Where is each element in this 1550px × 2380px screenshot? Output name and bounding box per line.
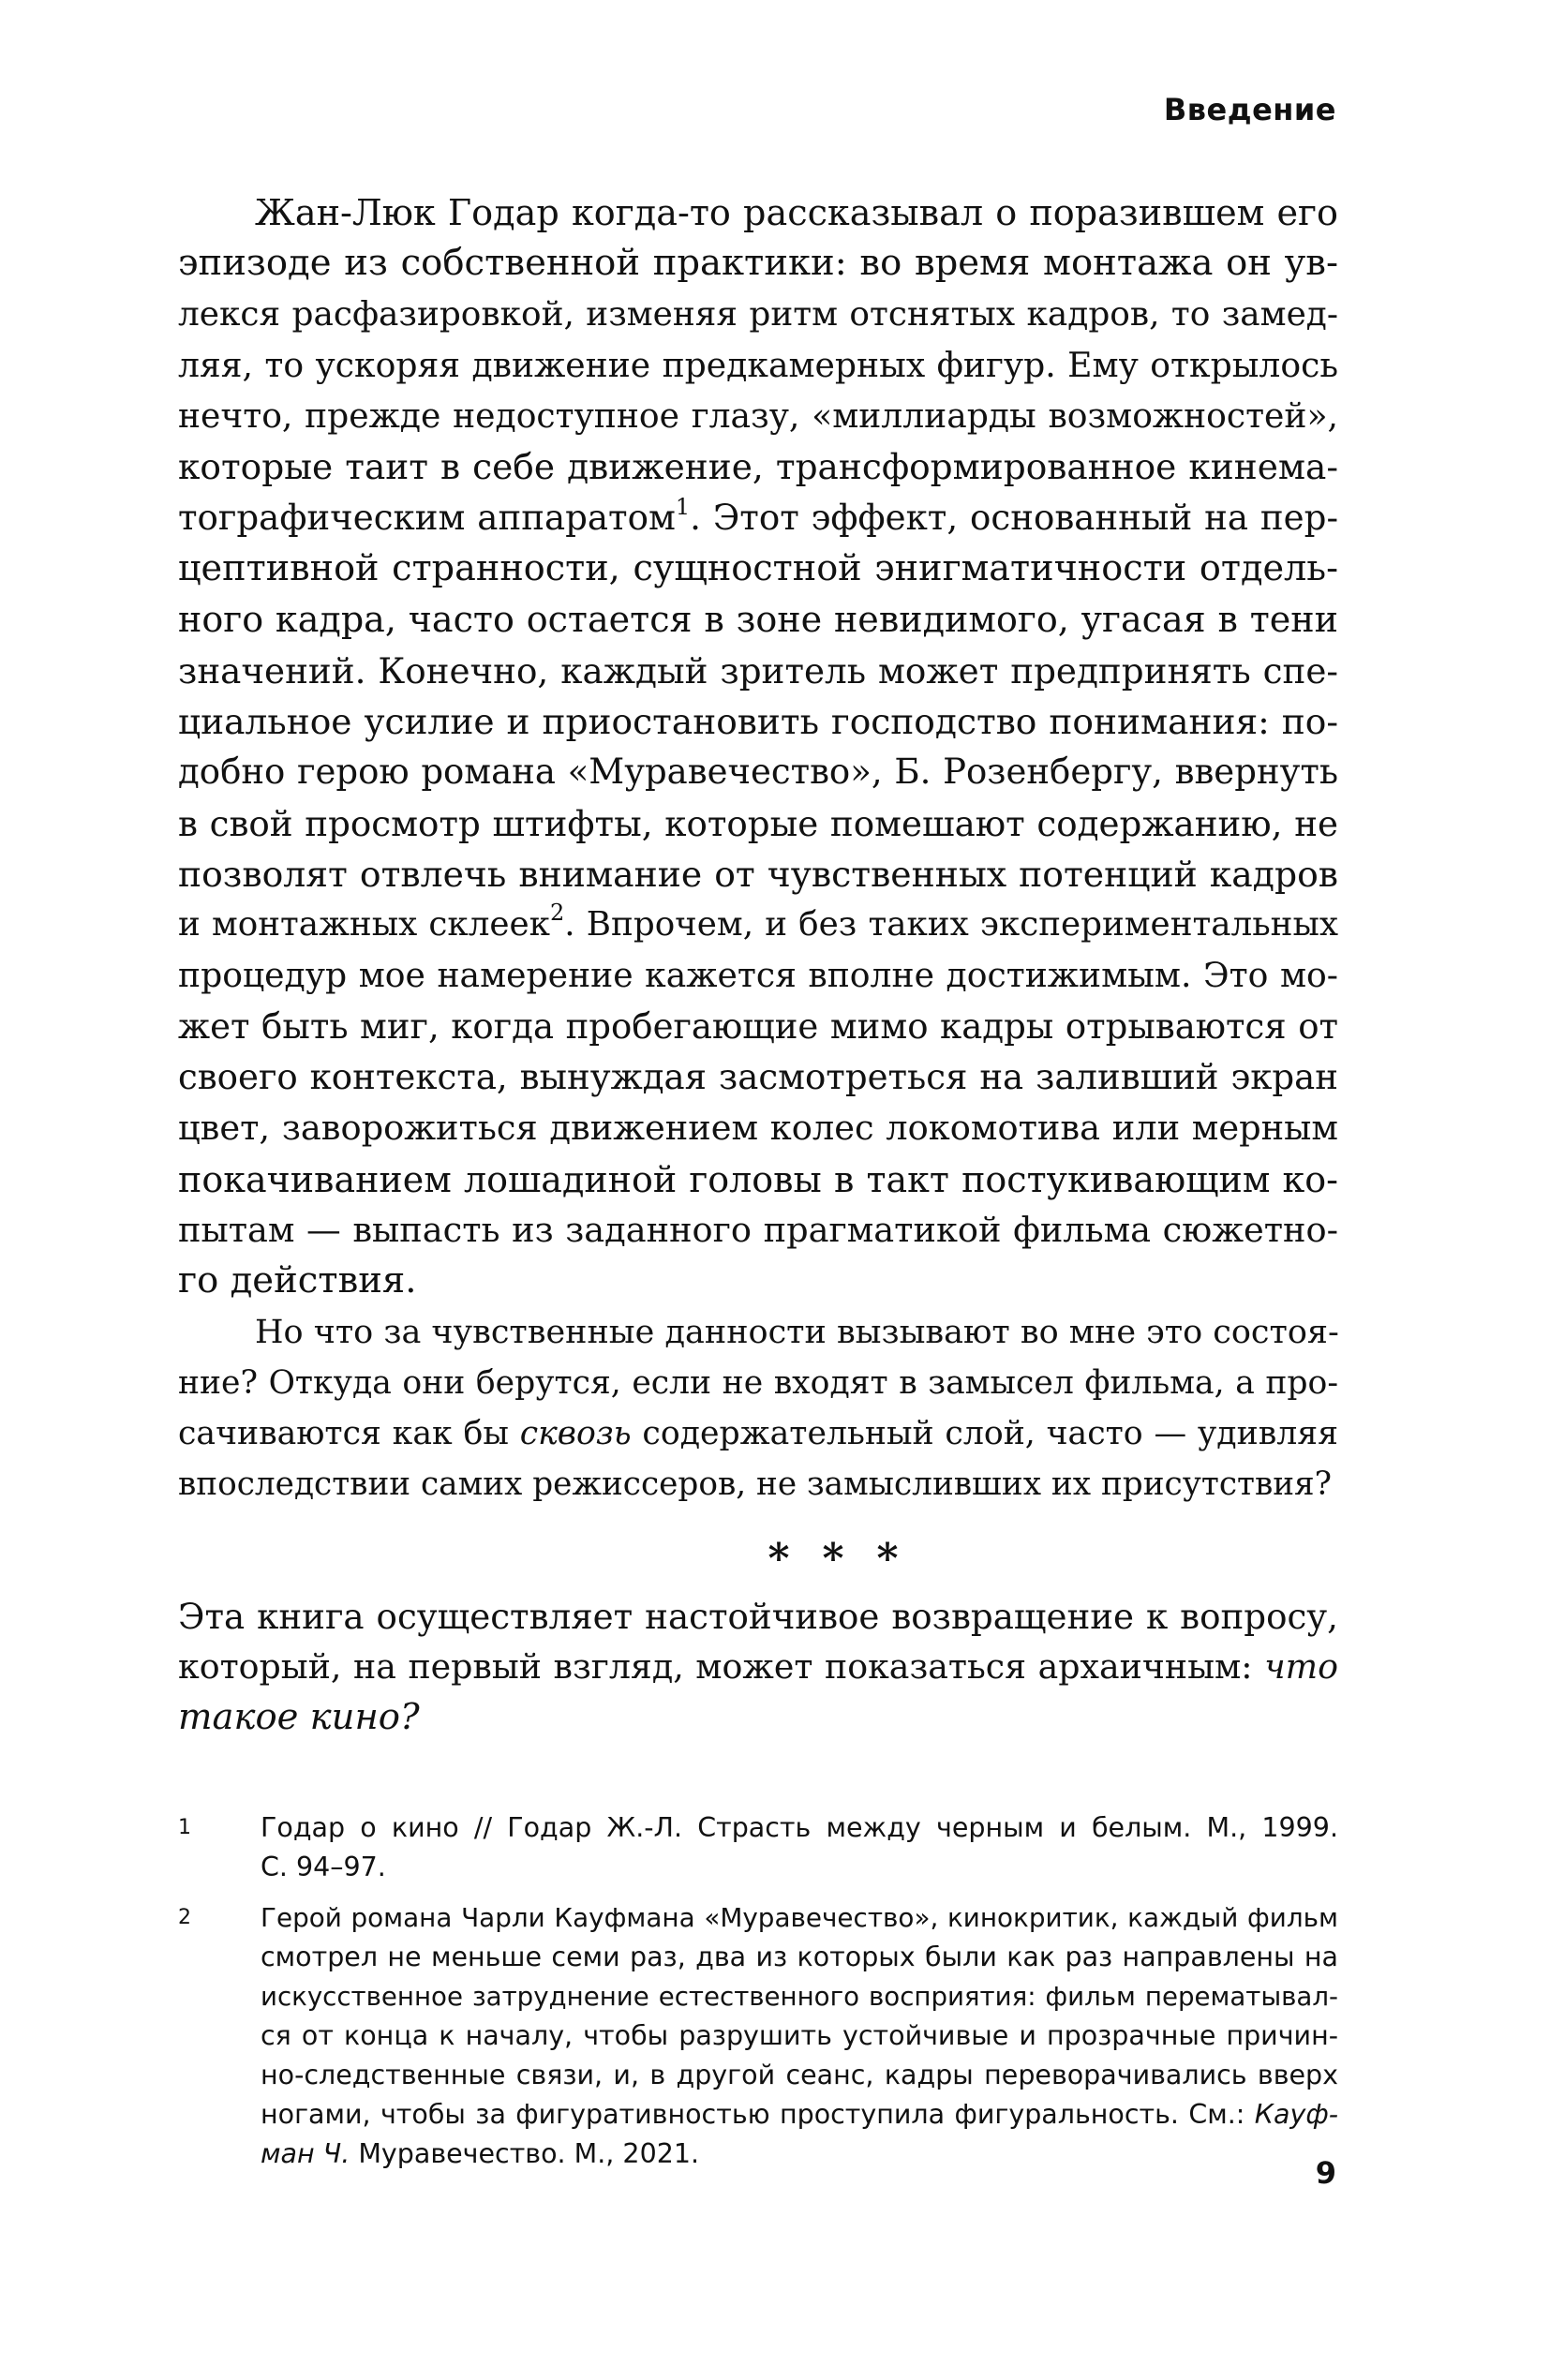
text-line: своего контекста, вынуждая засмотреться на заливший экран <box>178 1057 1338 1098</box>
text-span: содержательный слой, часто — удивляя <box>631 1415 1338 1453</box>
footnote-ref[interactable]: 2 <box>550 900 565 927</box>
text-span: Муравечество. М., 2021. <box>350 2138 700 2169</box>
paragraph <box>178 187 1338 1307</box>
text-line: которые таит в себе движение, трансформированное кинема- <box>178 446 1338 488</box>
text-line: цвет, заворожиться движением колес локомотива или мерным <box>178 1108 1338 1149</box>
text-line <box>178 1408 1338 1459</box>
text-line: покачиванием лошадиной головы в такт постукивающим ко- <box>178 1158 1338 1200</box>
text-line: Но что за чувственные данности вызывают во мне это состоя- <box>255 1313 1339 1351</box>
text-line: пытам — выпасть из заданного прагматикой фильма сюжетно- <box>178 1209 1338 1250</box>
text-line <box>178 493 1338 543</box>
page-number: 9 <box>1315 2155 1336 2191</box>
text-span: который, на первый взгляд, может показаться архаичным: <box>178 1646 1265 1688</box>
text-span: сачиваются как бы <box>178 1415 520 1453</box>
italic-span: сквозь <box>519 1415 632 1453</box>
text-span: и монтажных склеек <box>178 905 550 945</box>
main-text <box>178 187 1338 1744</box>
footnote-line: искусственное затруднение естественного восприятия: фильм перематывал- <box>261 1981 1338 2012</box>
text-line: ние? Откуда они берутся, если не входят в замысел фильма, а про- <box>178 1363 1338 1402</box>
running-head: Введение <box>1163 92 1336 127</box>
text-line: ляя, то ускоряя движение предкамерных фигур. Ему открылось <box>178 344 1338 385</box>
italic-span: Кауф- <box>1254 2099 1338 2130</box>
text-line: Жан-Люк Годар когда-то рассказывал о поразившем его <box>255 192 1338 233</box>
text-span: тографическим аппаратом <box>178 497 676 538</box>
text-line: позволят отвлечь внимание от чувственных потенций кадров <box>178 853 1338 895</box>
italic-span: что <box>1264 1646 1338 1688</box>
asterisk: * <box>822 1534 844 1583</box>
footnote-line: Годар о кино // Годар Ж.-Л. Страсть между черным и белым. М., 1999. <box>261 1812 1338 1843</box>
text-span: ногами, чтобы за фигуративностью проступила фигуральность. См.: <box>261 2099 1255 2130</box>
footnote-number: 1 <box>178 1816 191 1839</box>
footnote-line: смотрел не меньше семи раз, два из которых были как раз направлены на <box>261 1941 1338 1972</box>
text-line: в свой просмотр штифты, которые помешают содержанию, не <box>178 802 1338 844</box>
footnote-ref[interactable]: 1 <box>675 493 691 520</box>
italic-span: ман Ч. <box>261 2138 350 2169</box>
footnote <box>178 1898 1338 2174</box>
footnote-line <box>261 2095 1338 2135</box>
text-line: Эта книга осуществляет настойчивое возвращение к вопросу, <box>178 1595 1338 1637</box>
asterisk: * <box>768 1534 790 1583</box>
italic-span: такое кино? <box>178 1696 420 1739</box>
text-line: цептивной странности, сущностной энигматичности отдель- <box>178 548 1338 590</box>
footnote-line: С. 94–97. <box>261 1852 386 1882</box>
footnote-line: но-следственные связи, и, в другой сеанс, кадры переворачивались вверх <box>261 2060 1338 2090</box>
text-line: ного кадра, часто остается в зоне невидимого, угасая в тени <box>178 599 1338 641</box>
footnote-line: ся от конца к началу, чтобы разрушить устойчивые и прозрачные причин- <box>261 2020 1338 2051</box>
text-line: впоследствии самих режиссеров, не замысливших их присутствия? <box>178 1465 1333 1504</box>
text-line: циальное усилие и приостановить господство понимания: по- <box>178 700 1338 742</box>
paragraph <box>178 1307 1338 1510</box>
text-line: го действия. <box>178 1259 417 1302</box>
section-break <box>178 1527 1338 1591</box>
footnotes <box>178 1808 1338 2185</box>
text-span: . Впрочем, и без таких экспериментальных <box>564 905 1338 945</box>
text-line: добно герою романа «Муравечество», Б. Розенбергу, ввернуть <box>178 751 1338 793</box>
paragraph <box>178 1591 1338 1744</box>
text-line: процедур мое намерение кажется вполне достижимым. Это мо- <box>178 955 1338 996</box>
text-line: лекся расфазировкой, изменяя ритм отснятых кадров, то замед- <box>178 294 1338 334</box>
text-line <box>178 900 1338 950</box>
text-line <box>178 1642 1338 1692</box>
footnote-line <box>261 2135 1338 2174</box>
footnote-line: Герой романа Чарли Кауфмана «Муравечество», кинокритик, каждый фильм <box>261 1902 1338 1933</box>
text-line <box>178 1692 1338 1743</box>
asterisk: * <box>876 1534 899 1583</box>
text-span: . Этот эффект, основанный на пер- <box>690 497 1338 538</box>
text-line: жет быть миг, когда пробегающие мимо кадры отрываются от <box>178 1005 1338 1047</box>
text-line: эпизоде из собственной практики: во время монтажа он ув- <box>178 242 1338 285</box>
text-line: нечто, прежде недоступное глазу, «миллиарды возможностей», <box>178 396 1338 437</box>
footnote-number: 2 <box>178 1906 191 1929</box>
text-line: значений. Конечно, каждый зритель может предпринять спе- <box>178 649 1338 692</box>
footnote <box>178 1808 1338 1887</box>
